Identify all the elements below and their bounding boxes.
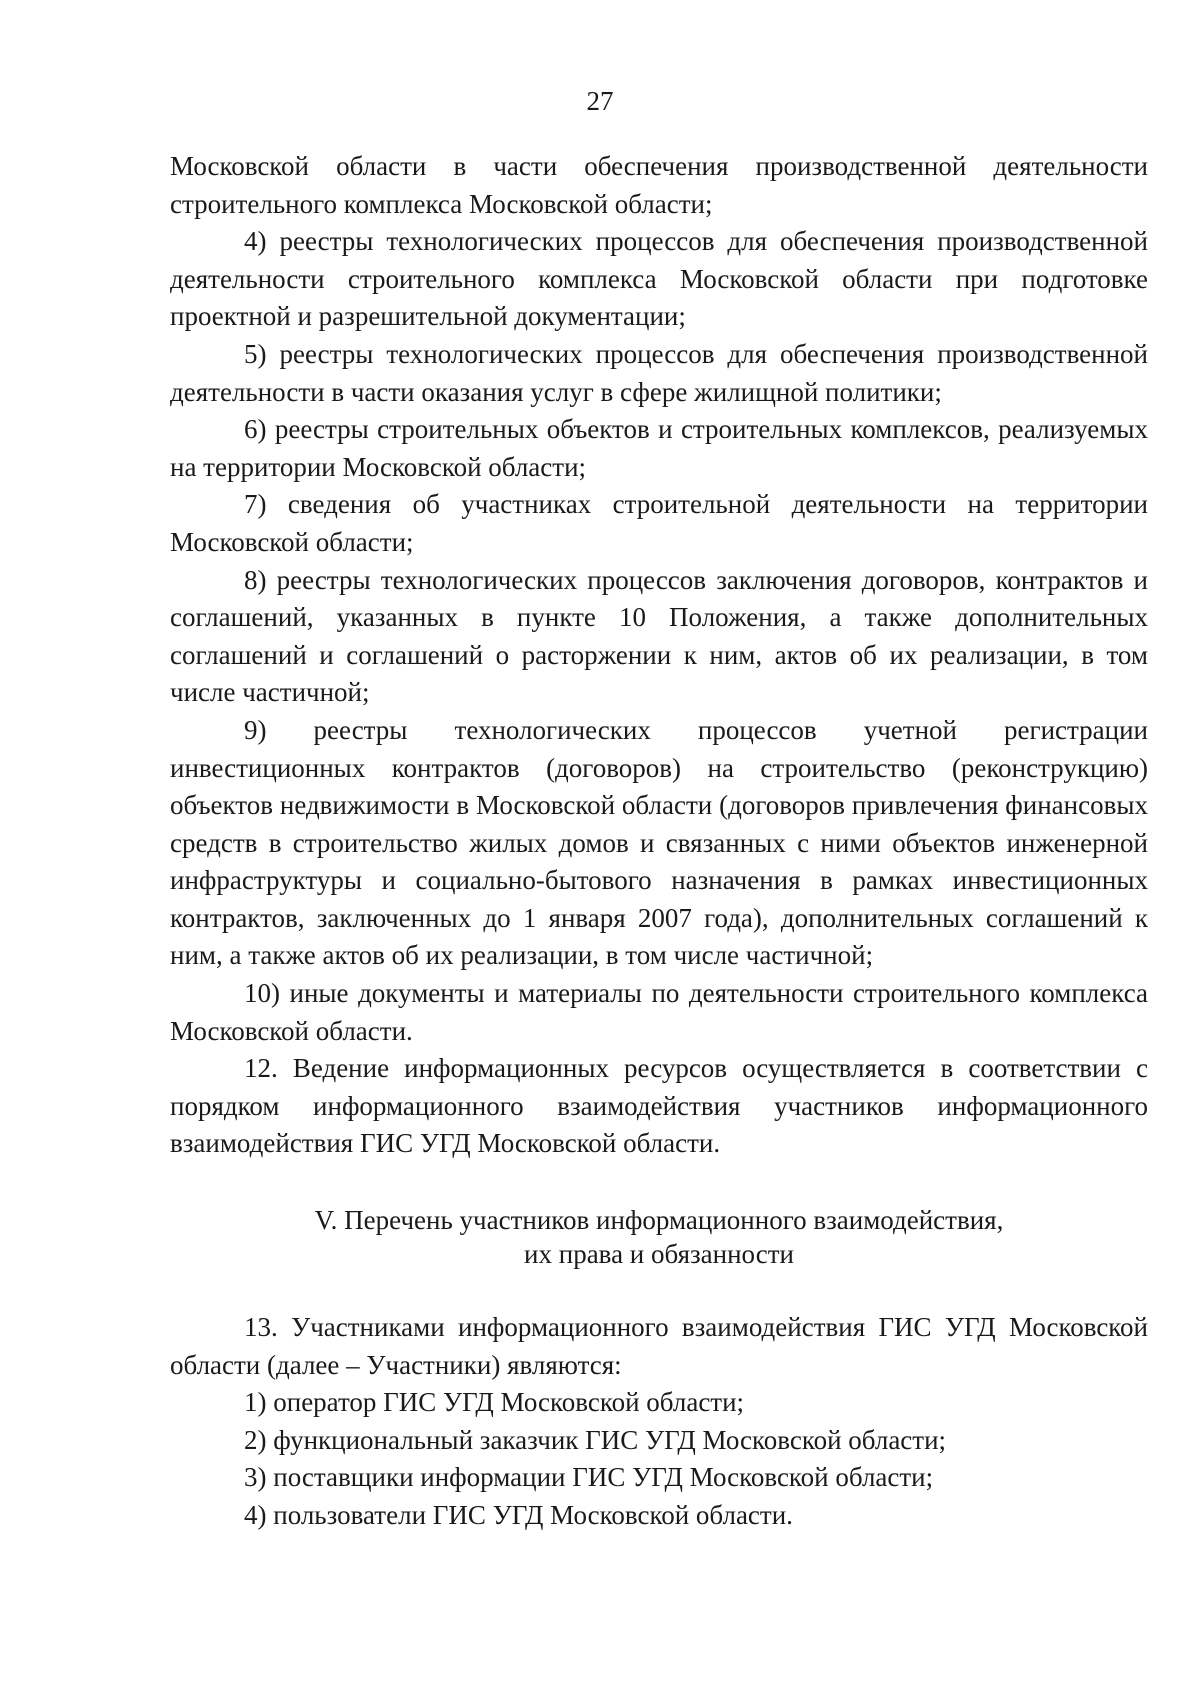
list-item-4: 4) реестры технологических процессов для обеспечения производственной деятельности строительного комплекса Московской области при подготовке проектной и разрешительной документации; [170, 226, 1148, 332]
section-heading-line-2: их права и обязанности [524, 1239, 794, 1270]
clause-13: 13. Участниками информационного взаимодействия ГИС УГД Московской области (далее – Участники) являются: [170, 1312, 1148, 1380]
section-heading-line-1: V. Перечень участников информационного взаимодействия, [314, 1205, 1004, 1236]
document-body [170, 148, 1148, 1535]
list-item-10: 10) иные документы и материалы по деятельности строительного комплекса Московской области. [170, 978, 1148, 1046]
participant-item-4: 4) пользователи ГИС УГД Московской области. [244, 1500, 793, 1530]
list-item-7: 7) сведения об участниках строительной деятельности на территории Московской области; [170, 489, 1148, 557]
section-heading [170, 1203, 1148, 1271]
participant-item-2: 2) функциональный заказчик ГИС УГД Московской области; [244, 1424, 947, 1455]
clause-12: 12. Ведение информационных ресурсов осуществляется в соответствии с порядком информационного взаимодействия участников информационного взаимодействия ГИС УГД Московской области. [170, 1053, 1148, 1159]
list-item-9: 9) реестры технологических процессов учетной регистрации инвестиционных контрактов (договоров) на строительство (реконструкцию) объектов недвижимости в Московской области (договоров привлечения финансовых средств в строительство жилых домов и связанных с ними объектов инженерной инфраструктуры и социально-бытового назначения в рамках инвестиционных контрактов, заключенных до 1 января 2007 года), дополнительных соглашений к ним, а также актов об их реализации, в том числе частичной; [170, 714, 1148, 971]
list-item-5: 5) реестры технологических процессов для обеспечения производственной деятельности в части оказания услуг в сфере жилищной политики; [170, 338, 1148, 407]
list-item-6: 6) реестры строительных объектов и строительных комплексов, реализуемых на территории Московской области; [170, 414, 1148, 482]
participant-item-1: 1) оператор ГИС УГД Московской области; [244, 1387, 745, 1418]
participant-item-3: 3) поставщики информации ГИС УГД Московской области; [244, 1462, 934, 1493]
list-item-8: 8) реестры технологических процессов заключения договоров, контрактов и соглашений, указанных в пункте 10 Положения, а также дополнительных соглашений и соглашений о расторжении к ним, актов об их реализации, в том числе частичной; [170, 564, 1148, 708]
paragraph-continuation: Московской области в части обеспечения производственной деятельности строительного комплекса Московской области; [170, 151, 1148, 219]
page-number: 27 [586, 86, 614, 116]
